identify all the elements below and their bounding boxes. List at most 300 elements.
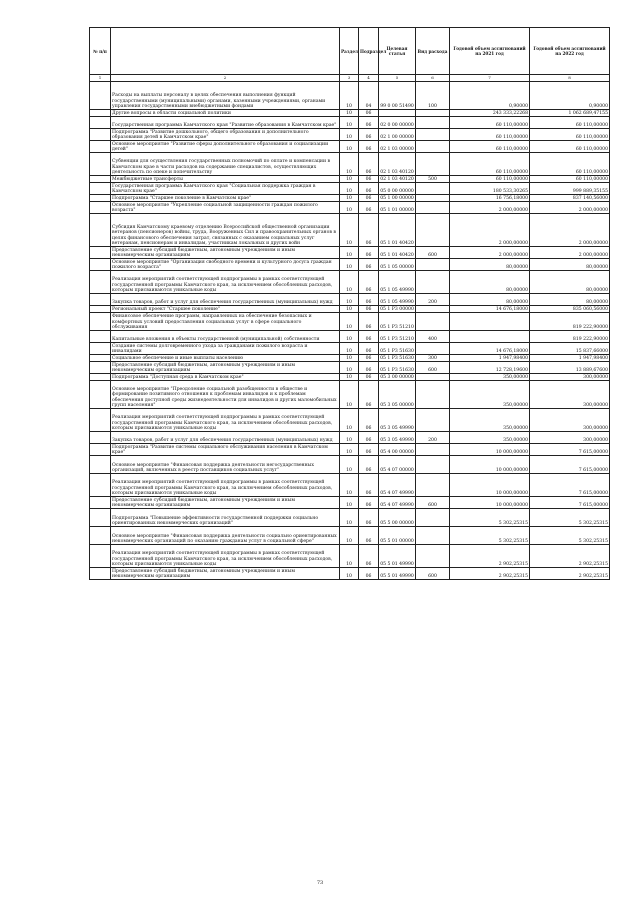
expense-name-cell: Капитальные вложения в объекты государственной (муниципальной) собственности xyxy=(111,331,340,343)
expense-type-cell: 600 xyxy=(416,497,450,509)
table-row xyxy=(90,432,610,444)
target-article-cell: 05 1 P3 51630 xyxy=(379,343,416,355)
expense-name-cell: Создание системы долговременного ухода за гражданами пожилого возраста и инвалидами xyxy=(111,343,340,355)
subsection-cell: 06 xyxy=(359,545,379,568)
amount-2022-cell: 835 060,56000 xyxy=(530,306,610,313)
row-number-cell xyxy=(90,141,111,153)
expense-name-cell: Государственная программа Камчатского края "Социальная поддержка граждан в Камчатском крае" xyxy=(111,183,340,195)
table-row xyxy=(90,355,610,362)
expense-type-cell xyxy=(416,141,450,153)
amount-2021-cell: 12 728,19600 xyxy=(450,362,530,374)
amount-2021-cell xyxy=(450,331,530,343)
expense-name-cell: Реализация мероприятий соответствующей подпрограммы в рамках соответствующей государственной программы Камчатского края, за исключением обособленных расходов, которым присваиваются уникальные коды xyxy=(111,545,340,568)
table-row xyxy=(90,214,610,247)
header-row xyxy=(90,28,610,75)
column-number: 8 xyxy=(530,75,610,82)
target-article-cell: 05 3 00 00000 xyxy=(380,374,414,380)
amount-2022-cell: 15 837,66000 xyxy=(530,343,610,355)
subsection-cell: 06 xyxy=(359,313,379,331)
amount-2022-cell: 5 302,25315 xyxy=(530,527,610,545)
table-row xyxy=(90,568,610,580)
amount-2022-cell: 60 110,00000 xyxy=(530,117,610,129)
expense-type-cell xyxy=(416,129,450,141)
expense-type-cell xyxy=(416,444,450,456)
target-article-cell: 05 4 07 00000 xyxy=(379,456,416,474)
amount-2022-cell: 7 615,00000 xyxy=(530,456,610,474)
section-cell: 10 xyxy=(340,117,359,129)
subsection-cell: 06 xyxy=(359,527,379,545)
row-number-cell xyxy=(90,355,111,362)
row-number-cell xyxy=(90,474,111,497)
amount-2022-cell: 60 110,00000 xyxy=(530,141,610,153)
subsection-cell: 06 xyxy=(359,202,379,214)
amount-2021-cell: 10 000,00000 xyxy=(450,497,530,509)
row-number-cell xyxy=(90,381,111,409)
table-row xyxy=(90,509,610,527)
amount-2022-cell: 60 110,00000 xyxy=(530,153,610,176)
row-number-cell xyxy=(90,271,111,294)
expense-name-cell: Региональный проект "Старшее поколение" xyxy=(111,306,340,313)
amount-2021-cell: 10 000,00000 xyxy=(450,444,530,456)
expense-name-cell: Предоставление субсидий бюджетным, автономным учреждениям и иным некоммерческим организациям xyxy=(111,568,340,580)
row-number-cell xyxy=(90,195,111,202)
section-cell: 10 xyxy=(340,568,359,580)
row-number-cell xyxy=(90,183,111,195)
section-cell: 10 xyxy=(340,331,359,343)
amount-2021-cell: 60 110,00000 xyxy=(450,153,530,176)
table-row xyxy=(90,444,610,456)
column-number: 6 xyxy=(416,75,450,82)
section-cell: 10 xyxy=(340,497,359,509)
amount-2021-cell: 14 676,18000 xyxy=(450,306,530,313)
amount-2021-cell: 0,90000 xyxy=(450,82,530,110)
amount-2022-cell: 300,00000 xyxy=(530,409,610,432)
expense-name-cell: Реализация мероприятий соответствующей подпрограммы в рамках соответствующей государственной программы Камчатского края, за исключением обособленных расходов, которым присваиваются уникальные коды xyxy=(111,474,340,497)
row-number-cell xyxy=(90,214,111,247)
row-number-cell xyxy=(90,306,111,313)
expense-type-cell xyxy=(416,527,450,545)
row-number-cell xyxy=(90,331,111,343)
expense-name-cell: Другие вопросы в области социальной политики xyxy=(111,110,340,117)
subsection-cell: 06 xyxy=(359,444,379,456)
subsection-cell: 06 xyxy=(359,129,379,141)
amount-2021-cell: 2 000,00000 xyxy=(450,214,530,247)
table-row xyxy=(90,331,610,343)
target-article-cell: 05 3 05 00000 xyxy=(379,381,416,409)
expense-name-cell: Подпрограмма "Развитие системы социального обслуживания населения в Камчатском крае" xyxy=(111,444,340,456)
expense-name-cell: Закупка товаров, работ и услуг для обеспечения государственных (муниципальных) нужд xyxy=(111,432,340,444)
column-number: 2 xyxy=(111,75,340,82)
section-cell: 10 xyxy=(340,129,359,141)
amount-2022-cell: 80,00000 xyxy=(530,259,610,271)
section-cell: 10 xyxy=(340,176,359,183)
table-row xyxy=(90,195,610,202)
target-article-cell: 05 5 01 49990 xyxy=(379,568,416,580)
section-cell: 10 xyxy=(340,432,359,444)
section-cell: 10 xyxy=(340,183,359,195)
row-number-cell xyxy=(90,409,111,432)
expense-name-cell: Основное мероприятие "Финансовая поддержка деятельности негосударственных организаций, включенных в реестр поставщиков социальных услуг" xyxy=(111,456,340,474)
amount-2022-cell: 5 302,25315 xyxy=(530,509,610,527)
subsection-cell: 06 xyxy=(359,271,379,294)
section-cell: 10 xyxy=(340,362,359,374)
target-article-cell: 02 0 00 00000 xyxy=(379,117,416,129)
expense-type-cell xyxy=(416,202,450,214)
amount-2021-cell: 350,00000 xyxy=(450,432,530,444)
target-article-cell: 99 0 00 51490 xyxy=(379,82,416,110)
column-number: 7 xyxy=(450,75,530,82)
amount-2021-cell: 350,00000 xyxy=(450,409,530,432)
subsection-cell: 06 xyxy=(359,195,379,202)
expense-name-cell: Предоставление субсидий бюджетным, автономным учреждениям и иным некоммерческим организациям xyxy=(111,497,340,509)
amount-2021-cell: 243 333,22268 xyxy=(450,110,530,117)
target-article-cell: 05 1 01 40420 xyxy=(379,247,416,259)
amount-2021-cell: 2 902,25315 xyxy=(450,568,530,580)
budget-table xyxy=(89,27,610,580)
header-target-article: Целевая статья xyxy=(379,28,416,75)
amount-2021-cell: 350,00000 xyxy=(450,381,530,409)
target-article-cell: 05 1 P3 51630 xyxy=(380,355,414,361)
section-cell: 10 xyxy=(340,444,359,456)
row-number-cell xyxy=(90,117,111,129)
amount-2021-cell: 16 756,18000 xyxy=(450,195,530,202)
amount-2021-cell xyxy=(450,313,530,331)
amount-2021-cell: 1 947,98400 xyxy=(450,355,530,362)
amount-2022-cell: 2 902,25315 xyxy=(530,568,610,580)
target-article-cell: 05 0 00 00000 xyxy=(379,183,416,195)
section-cell: 10 xyxy=(340,82,359,110)
target-article-cell: 02 1 00 00000 xyxy=(379,129,416,141)
page-number: 73 xyxy=(316,880,324,886)
section-cell: 10 xyxy=(340,343,359,355)
section-cell: 10 xyxy=(340,355,359,362)
amount-2022-cell: 7 615,00000 xyxy=(530,444,610,456)
amount-2022-cell: 80,00000 xyxy=(530,294,610,306)
row-number-cell xyxy=(90,527,111,545)
amount-2021-cell: 10 000,00000 xyxy=(450,474,530,497)
target-article-cell xyxy=(379,110,416,117)
expense-type-cell: 500 xyxy=(416,176,450,183)
target-article-cell: 05 4 07 49990 xyxy=(379,474,416,497)
header-section: Раздел xyxy=(340,28,359,75)
table-row xyxy=(90,313,610,331)
target-article-cell: 05 5 01 00000 xyxy=(379,527,416,545)
amount-2021-cell: 180 533,30265 xyxy=(450,183,530,195)
amount-2021-cell: 60 110,00000 xyxy=(450,141,530,153)
section-cell: 10 xyxy=(340,153,359,176)
row-number-cell xyxy=(90,432,111,444)
row-number-cell xyxy=(90,362,111,374)
amount-2021-cell: 2 902,25315 xyxy=(450,545,530,568)
expense-type-cell xyxy=(416,183,450,195)
row-number-cell xyxy=(90,82,111,110)
table-row xyxy=(90,294,610,306)
expense-type-cell xyxy=(416,306,450,313)
amount-2022-cell: 0,90000 xyxy=(530,82,610,110)
target-article-cell: 05 1 P3 51630 xyxy=(379,362,416,374)
target-article-cell: 05 3 05 49990 xyxy=(379,409,416,432)
section-cell: 10 xyxy=(340,195,359,202)
expense-name-cell: Субвенции для осуществления государственных полномочий по оплате и компенсации в Камчатском крае в части расходов на содержание специалистов, осуществляющих деятельность по опеке и попечительству xyxy=(111,153,340,176)
section-cell: 10 xyxy=(340,409,359,432)
table-row xyxy=(90,409,610,432)
subsection-cell: 06 xyxy=(359,568,379,580)
section-cell: 10 xyxy=(340,141,359,153)
amount-2021-cell: 10 000,00000 xyxy=(450,456,530,474)
subsection-cell: 06 xyxy=(359,497,379,509)
row-number-cell xyxy=(90,509,111,527)
header-amount-2022: Годовой объем ассигнований на 2022 год xyxy=(530,28,610,75)
expense-type-cell xyxy=(416,195,450,202)
expense-name-cell: Подпрограмма "Доступная среда в Камчатском крае" xyxy=(111,374,340,381)
amount-2022-cell: 80,00000 xyxy=(530,271,610,294)
subsection-cell: 06 xyxy=(359,474,379,497)
table-row xyxy=(90,82,610,110)
table-row xyxy=(90,271,610,294)
expense-type-cell: 100 xyxy=(416,82,450,110)
section-cell: 10 xyxy=(340,271,359,294)
target-article-cell: 05 1 P3 51210 xyxy=(379,331,416,343)
table-row xyxy=(90,474,610,497)
subsection-cell: 06 xyxy=(359,343,379,355)
expense-name-cell: Государственная программа Камчатского края "Развитие образования в Камчатском крае" xyxy=(111,117,340,129)
expense-name-cell: Закупка товаров, работ и услуг для обеспечения государственных (муниципальных) нужд xyxy=(111,294,340,306)
amount-2022-cell: 7 615,00000 xyxy=(530,497,610,509)
expense-type-cell xyxy=(416,343,450,355)
row-number-cell xyxy=(90,247,111,259)
expense-type-cell xyxy=(416,545,450,568)
target-article-cell: 05 1 05 49990 xyxy=(379,294,416,306)
subsection-cell: 06 xyxy=(359,141,379,153)
amount-2021-cell: 80,00000 xyxy=(450,271,530,294)
subsection-cell: 06 xyxy=(359,306,379,313)
amount-2022-cell: 300,00000 xyxy=(530,381,610,409)
table-row xyxy=(90,456,610,474)
table-body xyxy=(90,82,610,580)
table-row xyxy=(90,497,610,509)
target-article-cell: 05 1 P3 00000 xyxy=(380,306,414,312)
section-cell: 10 xyxy=(340,545,359,568)
row-number-cell xyxy=(90,202,111,214)
expense-name-cell: Основное мероприятие "Преодоление социальной разобщенности в обществе и формирование позитивного отношения к проблемам инвалидов и к проблемам обеспечения доступной среды жизнедеятельности для инвалидов и других маломобильных групп населения" xyxy=(111,381,340,409)
expense-type-cell xyxy=(416,409,450,432)
subsection-cell: 06 xyxy=(359,259,379,271)
table-row xyxy=(90,247,610,259)
amount-2021-cell: 60 110,00000 xyxy=(450,117,530,129)
section-cell: 10 xyxy=(340,110,359,117)
amount-2021-cell: 2 000,00000 xyxy=(450,247,530,259)
target-article-cell: 05 1 01 40420 xyxy=(379,214,416,247)
subsection-cell: 06 xyxy=(359,110,379,117)
section-cell: 10 xyxy=(340,202,359,214)
amount-2021-cell: 5 302,25315 xyxy=(450,527,530,545)
target-article-cell: 05 4 00 00000 xyxy=(379,444,416,456)
subsection-cell: 06 xyxy=(359,509,379,527)
row-number-cell xyxy=(90,343,111,355)
table-row xyxy=(90,362,610,374)
expense-name-cell: Реализация мероприятий соответствующей подпрограммы в рамках соответствующей государственной программы Камчатского края, за исключением обособленных расходов, которым присваиваются уникальные коды xyxy=(111,409,340,432)
amount-2022-cell: 2 000,00000 xyxy=(530,247,610,259)
table-row xyxy=(90,306,610,313)
table-row xyxy=(90,343,610,355)
amount-2022-cell: 7 615,00000 xyxy=(530,474,610,497)
amount-2021-cell: 5 302,25315 xyxy=(450,509,530,527)
expense-name-cell: Предоставление субсидий бюджетным, автономным учреждениям и иным некоммерческим организациям xyxy=(111,247,340,259)
target-article-cell: 02 1 03 40120 xyxy=(380,176,414,182)
expense-name-cell: Подпрограмма "Старшее поколение в Камчатском крае" xyxy=(111,195,340,202)
amount-2022-cell: 819 222,90000 xyxy=(530,331,610,343)
section-cell: 10 xyxy=(340,306,359,313)
column-number: 4 xyxy=(359,75,379,82)
expense-type-cell: 600 xyxy=(416,362,450,374)
table-row xyxy=(90,374,610,381)
header-expense-type: Вид расхода xyxy=(416,28,450,75)
expense-name-cell: Финансовое обеспечение программ, направленных на обеспечение безопасных и комфортных условий предоставления социальных услуг в сфере социального обслуживания xyxy=(111,313,340,331)
expense-name-cell: Реализация мероприятий соответствующей подпрограммы в рамках соответствующей государственной программы Камчатского края, за исключением обособленных расходов, которым присваиваются уникальные коды xyxy=(111,271,340,294)
table-row xyxy=(90,259,610,271)
expense-type-cell xyxy=(416,110,450,117)
header-number: № п/п xyxy=(90,28,111,75)
amount-2021-cell: 2 000,00000 xyxy=(450,202,530,214)
amount-2021-cell: 350,00000 xyxy=(450,374,530,381)
section-cell: 10 xyxy=(340,527,359,545)
row-number-cell xyxy=(90,568,111,580)
target-article-cell: 05 3 05 49990 xyxy=(379,432,416,444)
amount-2022-cell: 13 889,67600 xyxy=(530,362,610,374)
target-article-cell: 05 1 01 00000 xyxy=(379,202,416,214)
column-number-row xyxy=(90,75,610,82)
table-row xyxy=(90,129,610,141)
subsection-cell: 06 xyxy=(359,247,379,259)
target-article-cell: 02 1 03 00000 xyxy=(379,141,416,153)
amount-2022-cell: 837 140,56000 xyxy=(530,195,610,202)
column-number: 3 xyxy=(340,75,359,82)
amount-2022-cell: 60 110,00000 xyxy=(530,176,610,183)
expense-type-cell: 600 xyxy=(416,568,450,580)
expense-type-cell xyxy=(416,153,450,176)
expense-type-cell xyxy=(416,117,450,129)
subsection-cell: 06 xyxy=(359,176,379,183)
amount-2022-cell: 60 110,00000 xyxy=(530,129,610,141)
column-number: 5 xyxy=(379,75,416,82)
amount-2021-cell: 80,00000 xyxy=(450,259,530,271)
row-number-cell xyxy=(90,444,111,456)
expense-name-cell: Социальное обеспечение и иные выплаты населению xyxy=(111,355,340,362)
row-number-cell xyxy=(90,176,111,183)
column-number: 1 xyxy=(90,75,111,82)
expense-name-cell: Основное мероприятие "Финансовая поддержка деятельности социально ориентированных некоммерческих организаций по оказанию гражданам услуг в социальной сфере" xyxy=(111,527,340,545)
row-number-cell xyxy=(90,110,111,117)
amount-2021-cell: 60 110,00000 xyxy=(450,129,530,141)
row-number-cell xyxy=(90,153,111,176)
amount-2022-cell: 300,00000 xyxy=(530,374,610,381)
expense-name-cell: Расходы на выплаты персоналу в целях обеспечения выполнения функций государственными (муниципальными) органами, казенными учреждениями, органами управления государственными внебюджетными фондами xyxy=(111,82,340,110)
subsection-cell: 06 xyxy=(359,294,379,306)
expense-name-cell: Основное мероприятие "Укрепление социальной защищенности граждан пожилого возраста" xyxy=(111,202,340,214)
section-cell: 10 xyxy=(340,247,359,259)
target-article-cell: 05 4 07 49990 xyxy=(379,497,416,509)
row-number-cell xyxy=(90,313,111,331)
expense-name-cell: Предоставление субсидий бюджетным, автономным учреждениям и иным некоммерческим организациям xyxy=(111,362,340,374)
amount-2022-cell: 2 902,25315 xyxy=(530,545,610,568)
expense-type-cell xyxy=(416,456,450,474)
row-number-cell xyxy=(90,259,111,271)
table-row xyxy=(90,202,610,214)
expense-type-cell xyxy=(416,259,450,271)
subsection-cell: 06 xyxy=(359,214,379,247)
table-row xyxy=(90,527,610,545)
section-cell: 10 xyxy=(340,313,359,331)
target-article-cell: 05 1 05 00000 xyxy=(379,259,416,271)
amount-2021-cell: 14 676,18000 xyxy=(450,343,530,355)
header-amount-2021: Годовой объем ассигнований на 2021 год xyxy=(450,28,530,75)
expense-type-cell: 200 xyxy=(416,294,450,306)
section-cell: 10 xyxy=(340,509,359,527)
row-number-cell xyxy=(90,456,111,474)
amount-2022-cell: 999 889,35155 xyxy=(530,183,610,195)
amount-2022-cell: 819 222,90000 xyxy=(530,313,610,331)
section-cell: 10 xyxy=(340,294,359,306)
target-article-cell: 02 1 03 40120 xyxy=(379,153,416,176)
row-number-cell xyxy=(90,294,111,306)
section-cell: 10 xyxy=(340,381,359,409)
expense-type-cell xyxy=(416,374,450,381)
row-number-cell xyxy=(90,497,111,509)
section-cell: 10 xyxy=(340,374,359,381)
expense-type-cell: 200 xyxy=(416,432,450,444)
subsection-cell: 06 xyxy=(359,409,379,432)
subsection-cell: 06 xyxy=(359,331,379,343)
section-cell: 10 xyxy=(340,259,359,271)
expense-type-cell xyxy=(416,509,450,527)
amount-2021-cell: 80,00000 xyxy=(450,294,530,306)
subsection-cell: 06 xyxy=(359,183,379,195)
header-name xyxy=(111,28,340,75)
subsection-cell: 06 xyxy=(359,456,379,474)
table-row xyxy=(90,381,610,409)
subsection-cell: 06 xyxy=(359,432,379,444)
target-article-cell: 05 1 05 49990 xyxy=(379,271,416,294)
target-article-cell: 05 5 01 49990 xyxy=(379,545,416,568)
section-cell: 10 xyxy=(340,214,359,247)
expense-type-cell xyxy=(416,214,450,247)
subsection-cell: 06 xyxy=(359,117,379,129)
amount-2022-cell: 2 000,00000 xyxy=(530,214,610,247)
subsection-cell: 06 xyxy=(359,153,379,176)
subsection-cell: 06 xyxy=(359,381,379,409)
subsection-cell: 04 xyxy=(359,82,379,110)
table-row xyxy=(90,183,610,195)
expense-name-cell: Основное мероприятие "Развитие сферы дополнительного образования и социализации детей" xyxy=(111,141,340,153)
target-article-cell: 05 1 P3 51210 xyxy=(379,313,416,331)
table-row xyxy=(90,110,610,117)
amount-2021-cell: 60 110,00000 xyxy=(450,176,530,183)
subsection-cell: 06 xyxy=(359,355,379,362)
amount-2022-cell: 1 947,98400 xyxy=(530,355,610,362)
expense-type-cell xyxy=(416,381,450,409)
table-row xyxy=(90,117,610,129)
table-row xyxy=(90,176,610,183)
row-number-cell xyxy=(90,374,111,381)
expense-type-cell: 400 xyxy=(416,331,450,343)
expense-name-cell: Межбюджетные трансферты xyxy=(111,176,340,183)
expense-type-cell: 600 xyxy=(416,247,450,259)
section-cell: 10 xyxy=(340,456,359,474)
table-row xyxy=(90,141,610,153)
row-number-cell xyxy=(90,545,111,568)
expense-type-cell xyxy=(416,271,450,294)
table-row xyxy=(90,153,610,176)
